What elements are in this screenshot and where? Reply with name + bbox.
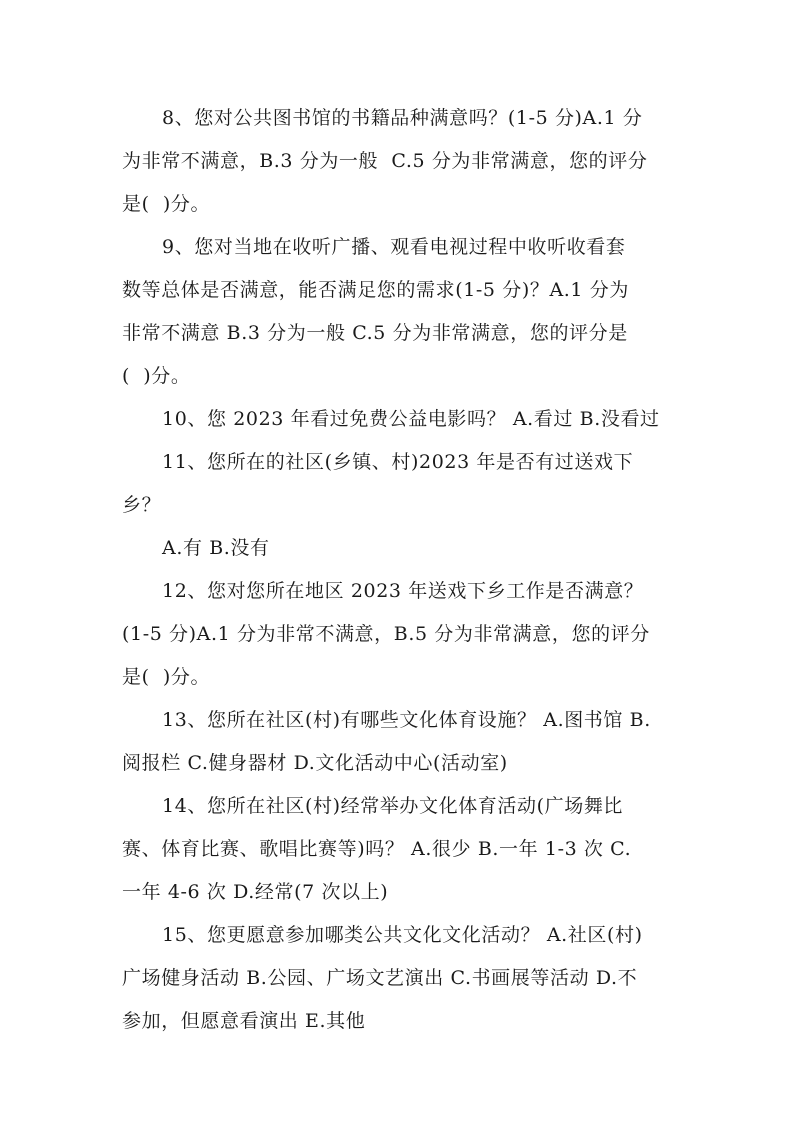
- q9-line-3: 非常不满意 B.3 分为一般 C.5 分为非常满意，您的评分是: [122, 322, 628, 344]
- q11-line-1: 11、您所在的社区(乡镇、村)2023 年是否有过送戏下: [162, 451, 634, 473]
- q15-line-1: 15、您更愿意参加哪类公共文化文化活动？ A.社区(村): [162, 924, 643, 946]
- q15-line-3: 参加，但愿意看演出 E.其他: [122, 1010, 366, 1032]
- q15-line-2: 广场健身活动 B.公园、广场文艺演出 C.书画展等活动 D.不: [122, 967, 638, 989]
- q9-line-4: ( )分。: [122, 365, 191, 387]
- q9-line-2: 数等总体是否满意，能否满足您的需求(1-5 分)？A.1 分为: [122, 279, 629, 301]
- q12-line-2: (1-5 分)A.1 分为非常不满意，B.5 分为非常满意，您的评分: [122, 623, 650, 645]
- q8-line-3: 是( )分。: [122, 193, 211, 215]
- q14-line-3: 一年 4-6 次 D.经常(7 次以上): [122, 881, 389, 903]
- q12-line-1: 12、您对您所在地区 2023 年送戏下乡工作是否满意？: [162, 580, 644, 602]
- q12-line-3: 是( )分。: [122, 666, 211, 688]
- q13-line-2: 阅报栏 C.健身器材 D.文化活动中心(活动室): [122, 752, 508, 774]
- q8-line-1: 8、您对公共图书馆的书籍品种满意吗？(1-5 分)A.1 分: [162, 107, 643, 129]
- q8-line-2: 为非常不满意，B.3 分为一般 C.5 分为非常满意，您的评分: [122, 150, 648, 172]
- q13-line-1: 13、您所在社区(村)有哪些文化体育设施？ A.图书馆 B.: [162, 709, 651, 731]
- q11-line-3: A.有 B.没有: [162, 537, 270, 559]
- q14-line-2: 赛、体育比赛、歌唱比赛等)吗？ A.很少 B.一年 1-3 次 C.: [122, 838, 632, 860]
- q14-line-1: 14、您所在社区(村)经常举办文化体育活动(广场舞比: [162, 795, 624, 817]
- q9-line-1: 9、您对当地在收听广播、观看电视过程中收听收看套: [162, 236, 626, 258]
- q11-line-2: 乡？: [122, 494, 162, 516]
- q10-line-1: 10、您 2023 年看过免费公益电影吗？ A.看过 B.没看过: [162, 408, 660, 430]
